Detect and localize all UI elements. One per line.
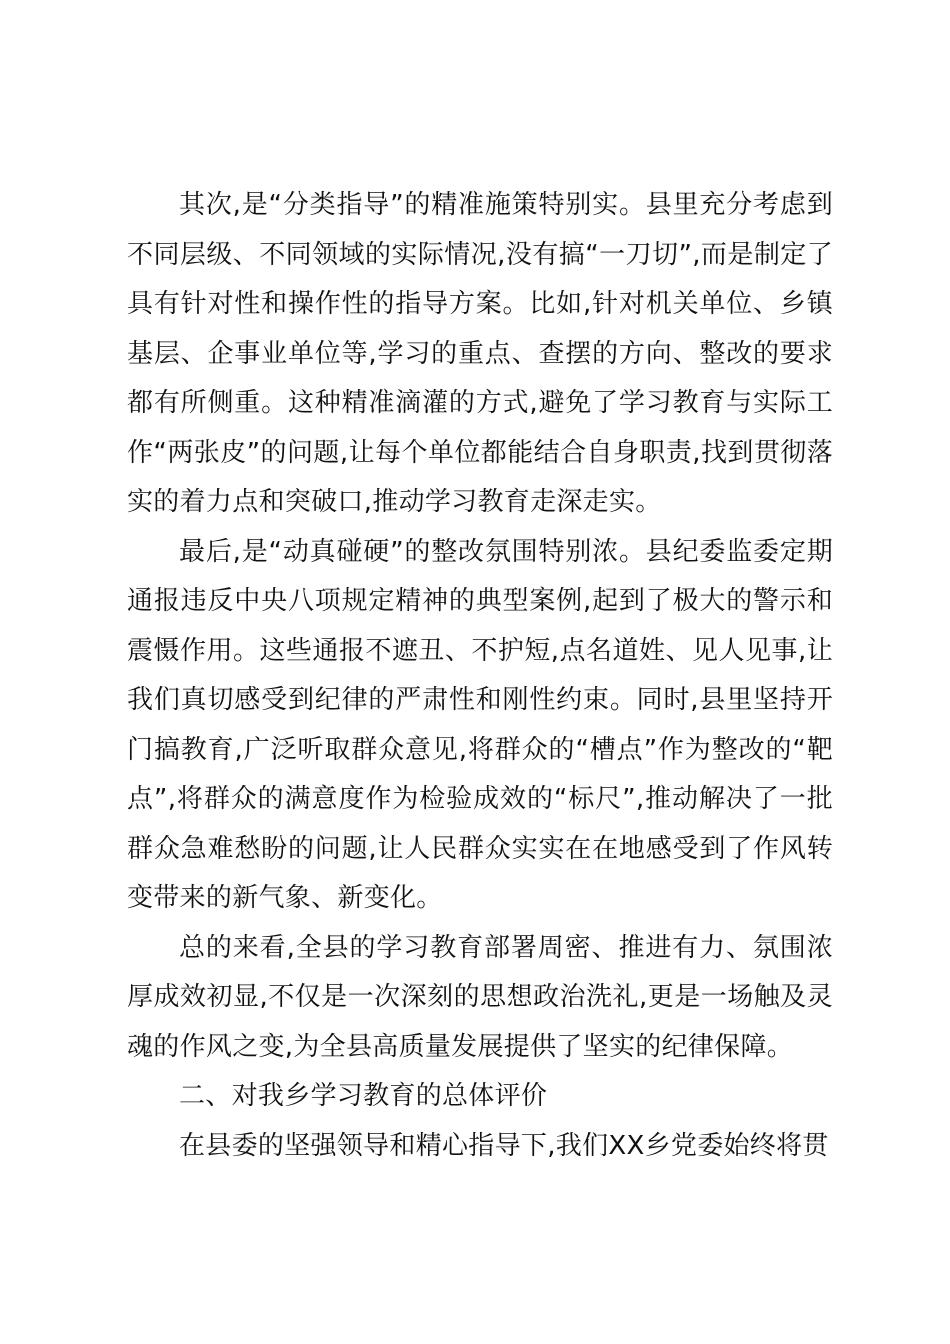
section-heading: 二、对我乡学习教育的总体评价: [179, 1081, 548, 1111]
paragraph-classified-guidance: 其次,是“分类指导”的精准施策特别实。县里充分考虑到不同层级、不同领域的实际情况,没有搞“一刀切”,而是制定了具有针对性和操作性的指导方案。比如,针对机关单位、乡镇基层、企事业单位等,学习的重点、查摆的方向、整改的要求都有所侧重。这种精准滴灌的方式,避免了学习教育与实际工作“两张皮”的问题,让每个单位都能结合自身职责,找到贯彻落实的着力点和突破口,推动学习教育走深走实。: [127, 190, 833, 517]
paragraph-summary: 总的来看,全县的学习教育部署周密、推进有力、氛围浓厚成效初显,不仅是一次深刻的思想政治洗礼,更是一场触及灵魂的作风之变,为全县高质量发展提供了坚实的纪律保障。: [127, 932, 833, 1062]
paragraph-rectification: 最后,是“动真碰硬”的整改氛围特别浓。县纪委监委定期通报违反中央八项规定精神的典型案例,起到了极大的警示和震慑作用。这些通报不遮丑、不护短,点名道姓、见人见事,让我们真切感受到纪律的严肃性和刚性约束。同时,县里坚持开门搞教育,广泛听取群众意见,将群众的“槽点”作为整改的“靶点”,将群众的满意度作为检验成效的“标尺”,推动解决了一批群众急难愁盼的问题,让人民群众实实在在地感受到了作风转变带来的新气象、新变化。: [127, 536, 833, 913]
document-body: [127, 181, 833, 1171]
paragraph-township: 在县委的坚强领导和精心指导下,我们XX乡党委始终将贯: [179, 1130, 829, 1161]
